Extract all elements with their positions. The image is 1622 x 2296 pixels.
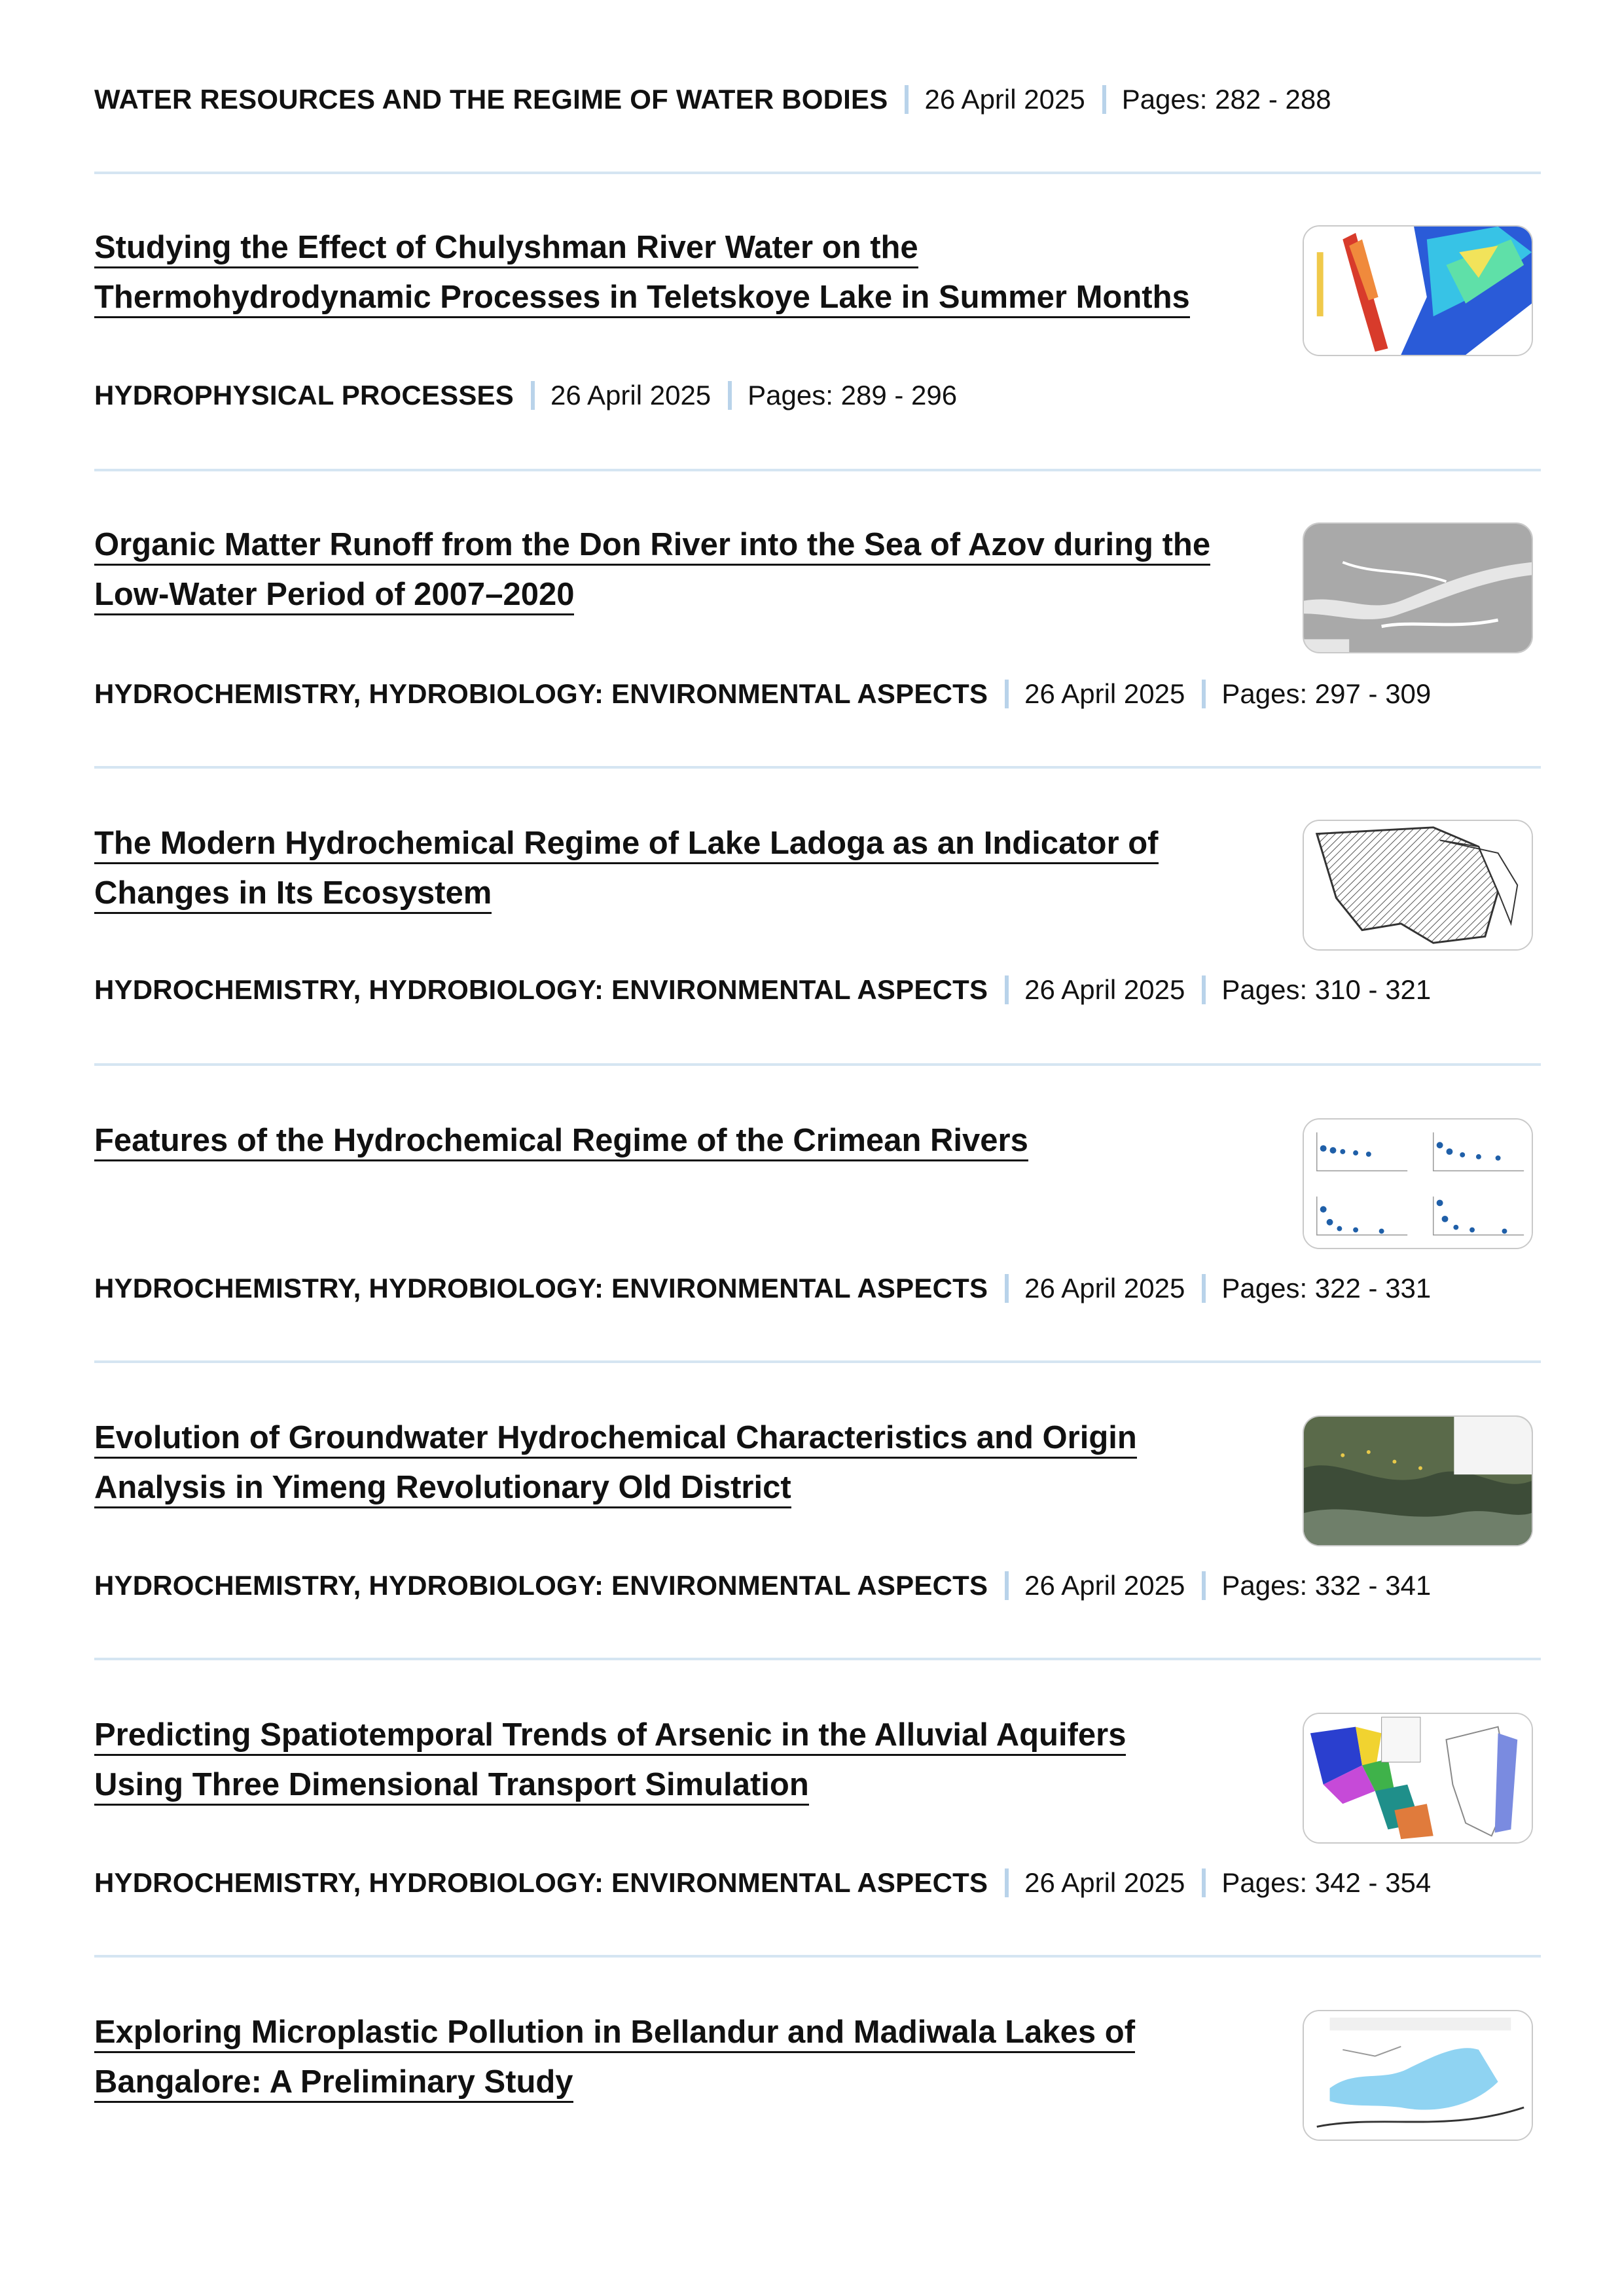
article-meta-top (94, 80, 1331, 119)
article-title-link[interactable]: Low-Water Period of 2007–2020 (94, 577, 574, 615)
article-title-link[interactable]: Studying the Effect of Chulyshman River Water on the (94, 230, 918, 268)
divider (94, 766, 1541, 769)
publish-date: 26 April 2025 (550, 380, 712, 410)
separator (1005, 1274, 1009, 1303)
satellite-map-thumbnail[interactable] (1303, 1415, 1533, 1546)
separator (1005, 1571, 1009, 1600)
publish-date: 26 April 2025 (1024, 1867, 1185, 1898)
separator (1005, 975, 1009, 1004)
article-title-link[interactable]: Bangalore: A Preliminary Study (94, 2064, 573, 2103)
page-range: Pages: 342 - 354 (1221, 1867, 1432, 1898)
category-link[interactable]: HYDROCHEMISTRY, HYDROBIOLOGY: ENVIRONMENTAL ASPECTS (94, 974, 988, 1005)
article-meta (94, 1863, 1431, 1903)
divider (94, 1063, 1541, 1066)
divider (94, 1658, 1541, 1660)
article-title (94, 1710, 1259, 1810)
lake-outline-map-thumbnail[interactable] (1303, 820, 1533, 951)
article-title (94, 1116, 1259, 1165)
article-title-link[interactable]: Features of the Hydrochemical Regime of the Crimean Rivers (94, 1123, 1028, 1161)
separator (1102, 85, 1106, 114)
page-range: Pages: 289 - 296 (748, 380, 958, 410)
category-link[interactable]: WATER RESOURCES AND THE REGIME OF WATER BODIES (94, 84, 888, 115)
page-range: Pages: 332 - 341 (1221, 1570, 1432, 1601)
zone-map-thumbnail[interactable] (1303, 1713, 1533, 1844)
article-title-link[interactable]: The Modern Hydrochemical Regime of Lake Ladoga as an Indicator of (94, 826, 1159, 864)
category-link[interactable]: HYDROCHEMISTRY, HYDROBIOLOGY: ENVIRONMENTAL ASPECTS (94, 678, 988, 709)
article-title (94, 818, 1259, 918)
category-link[interactable]: HYDROCHEMISTRY, HYDROBIOLOGY: ENVIRONMENTAL ASPECTS (94, 1273, 988, 1303)
divider (94, 469, 1541, 471)
separator (1005, 1868, 1009, 1897)
article-title (94, 223, 1259, 322)
publish-date: 26 April 2025 (1024, 1570, 1185, 1601)
page-range: Pages: 282 - 288 (1121, 84, 1331, 115)
article-meta (94, 1269, 1431, 1308)
lake-current-model-thumbnail[interactable] (1303, 225, 1533, 356)
separator (1202, 680, 1206, 708)
article-title-link[interactable]: Evolution of Groundwater Hydrochemical Characteristics and Origin (94, 1420, 1137, 1459)
article-title (94, 2007, 1259, 2107)
page-range: Pages: 297 - 309 (1221, 678, 1432, 709)
separator (1202, 1571, 1206, 1600)
separator (531, 381, 535, 410)
separator (1005, 680, 1009, 708)
article-meta (94, 674, 1431, 714)
category-link[interactable]: HYDROPHYSICAL PROCESSES (94, 380, 514, 410)
article-meta (94, 970, 1431, 1010)
river-map-thumbnail[interactable] (1303, 522, 1533, 653)
article-title-link[interactable]: Using Three Dimensional Transport Simulation (94, 1767, 809, 1806)
separator (1202, 1274, 1206, 1303)
article-meta (94, 1566, 1431, 1605)
publish-date: 26 April 2025 (1024, 974, 1185, 1005)
article-title (94, 520, 1259, 619)
category-link[interactable]: HYDROCHEMISTRY, HYDROBIOLOGY: ENVIRONMENTAL ASPECTS (94, 1570, 988, 1601)
article-title (94, 1413, 1259, 1512)
publish-date: 26 April 2025 (924, 84, 1085, 115)
page-range: Pages: 310 - 321 (1221, 974, 1432, 1005)
scatter-plots-thumbnail[interactable] (1303, 1118, 1533, 1249)
separator (905, 85, 909, 114)
divider (94, 1360, 1541, 1363)
publish-date: 26 April 2025 (1024, 1273, 1185, 1303)
article-title-link[interactable]: Exploring Microplastic Pollution in Bellandur and Madiwala Lakes of (94, 2014, 1135, 2053)
divider (94, 172, 1541, 174)
separator (1202, 1868, 1206, 1897)
lake-map-thumbnail[interactable] (1303, 2010, 1533, 2141)
divider (94, 1955, 1541, 1958)
article-title-link[interactable]: Organic Matter Runoff from the Don River into the Sea of Azov during the (94, 527, 1210, 566)
page-range: Pages: 322 - 331 (1221, 1273, 1432, 1303)
publish-date: 26 April 2025 (1024, 678, 1185, 709)
category-link[interactable]: HYDROCHEMISTRY, HYDROBIOLOGY: ENVIRONMENTAL ASPECTS (94, 1867, 988, 1898)
separator (1202, 975, 1206, 1004)
article-title-link[interactable]: Thermohydrodynamic Processes in Teletskoye Lake in Summer Months (94, 280, 1190, 318)
article-title-link[interactable]: Analysis in Yimeng Revolutionary Old District (94, 1470, 791, 1508)
article-title-link[interactable]: Changes in Its Ecosystem (94, 875, 492, 914)
article-meta (94, 376, 957, 415)
article-title-link[interactable]: Predicting Spatiotemporal Trends of Arsenic in the Alluvial Aquifers (94, 1717, 1126, 1756)
separator (728, 381, 732, 410)
